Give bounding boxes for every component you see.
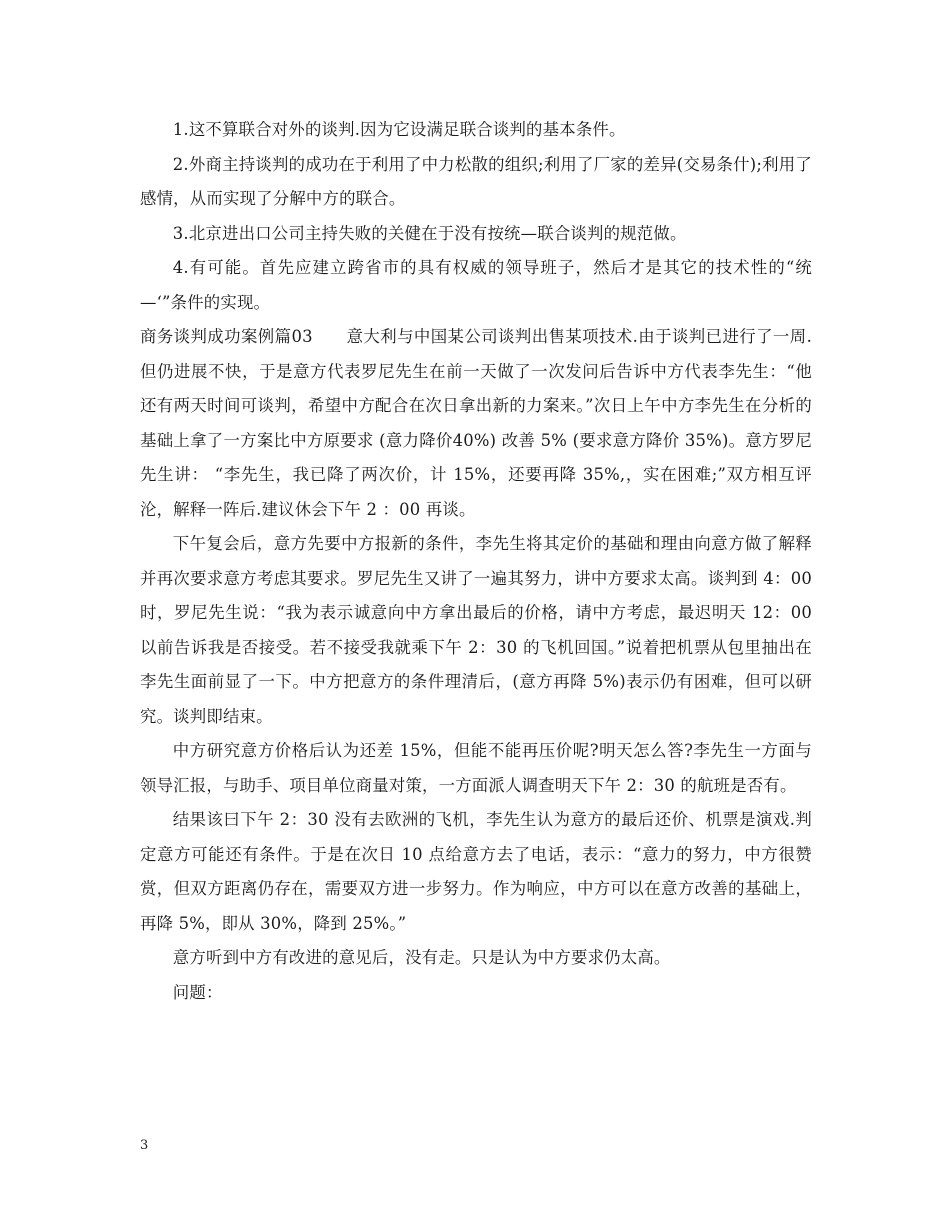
paragraph-result: 结果该曰下午 2：30 没有去欧洲的飞机，李先生认为意方的最后还价、机票是演戏.判定意方可能还有条件。于是在次日 10 点给意方去了电话，表示：“意力的努力，中方很赞赏，但双方距离仍存在，需要双方进一步努力。作为响应，中方可以在意方改善的基础上，再降 5%，即从 30%，降到 25%。”	[140, 810, 812, 933]
paragraph-chinese-analysis: 中方研究意方价格后认为还差 15%，但能不能再压价呢?明天怎么答?李先生一方面与领导汇报，与助手、项目单位商量对策，一方面派人调查明天下午 2：30 的航班是否有。	[140, 741, 812, 795]
document-body	[140, 113, 812, 1010]
paragraph-answer-3: 3.北京进出口公司主持失败的关健在于没有按统—联合谈判的规范做。	[172, 223, 687, 243]
paragraph-questions-heading: 问题：	[172, 982, 223, 1002]
paragraph-answer-1: 1.这不算联合对外的谈判.因为它设满足联合谈判的基本条件。	[172, 120, 626, 139]
page-number: 3	[140, 1138, 149, 1153]
paragraph-case-intro: 商务谈判成功案例篇03 意大利与中国某公司谈判出售某项技术.由于谈判已进行了一周.但仍进展不快，于是意方代表罗尼先生在前一天做了一次发问后告诉中方代表李先生：“他还有两天时间可谈判，希望中方配合在次日拿出新的力案来。”次日上午中方李先生在分析的基础上拿了一方案比中方原要求 (意力降价40%) 改善 5% (要求意方降价 35%)。意方罗尼先生讲： “李先生，我已降了两次价，计 15%，还要再降 35%,，实在困难;”双方相互评沦，解释一阵后.建议休会下午 2 ：00 再谈。	[140, 327, 812, 519]
paragraph-afternoon-meeting: 下午复会后，意方先要中方报新的条件，李先生将其定价的基础和理由向意方做了解释并再次要求意方考虑其要求。罗尼先生又讲了一遍其努力，讲中方要求太高。谈判到 4：00 时，罗尼先生说：“我为表示诚意向中方拿出最后的价格，请中方考虑，最迟明天 12：00 以前告诉我是否接受。若不接受我就乘下午 2：30 的飞机回国。”说着把机票从包里抽出在李先生面前显了一下。中方把意方的条件理清后，(意方再降 5%)表示仍有困难，但可以研究。谈判即结束。	[140, 534, 812, 726]
paragraph-answer-2: 2.外商主持谈判的成功在于利用了中力松散的组织;利用了厂家的差异(交易条什);利用了感情，从而实现了分解中方的联合。	[140, 154, 812, 208]
paragraph-italian-response: 意方听到中方有改进的意见后，没有走。只是认为中方要求仍太高。	[172, 948, 671, 967]
paragraph-answer-4: 4.有可能。首先应建立跨省市的具有权威的领导班子，然后才是其它的技术性的“统—‘”条件的实现。	[140, 258, 812, 312]
